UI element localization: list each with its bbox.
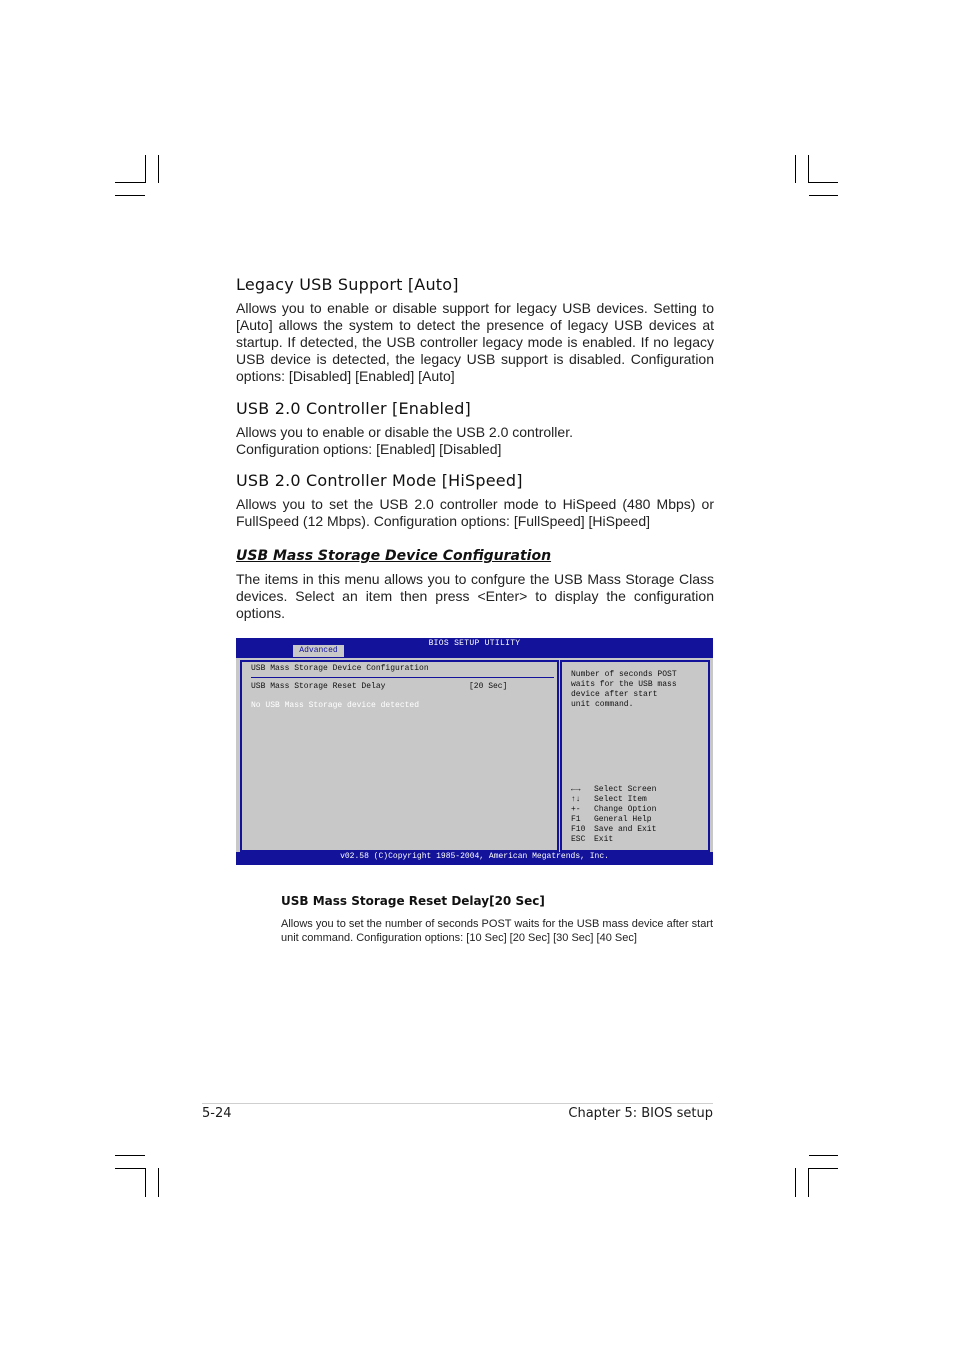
- bios-notice: No USB Mass Storage device detected: [251, 701, 420, 710]
- bios-help-text: [571, 670, 677, 710]
- bios-item-label: USB Mass Storage Reset Delay: [251, 682, 386, 691]
- bios-help-line: Number of seconds POST: [571, 670, 677, 679]
- bios-help-panel: [560, 660, 710, 852]
- bios-key-action: General Help: [594, 815, 652, 824]
- bios-screenshot: [236, 638, 713, 865]
- arrow-left-right-icon: ←→: [571, 785, 581, 794]
- heading-usb20-controller-mode: USB 2.0 Controller Mode [HiSpeed]: [236, 471, 523, 490]
- page-number: 5-24: [202, 1106, 232, 1121]
- heading-usb-mass-storage-config: USB Mass Storage Device Configuration: [236, 548, 552, 564]
- bios-key-action: Select Item: [594, 795, 647, 804]
- bios-key: F10: [571, 825, 586, 834]
- bios-divider: [251, 677, 554, 678]
- bios-key-action: Change Option: [594, 805, 657, 814]
- heading-legacy-usb-support: Legacy USB Support [Auto]: [236, 275, 459, 294]
- bios-menu-title: USB Mass Storage Device Configuration: [251, 664, 429, 673]
- bios-help-line: unit command.: [571, 700, 634, 709]
- paragraph-legacy-usb-support: Allows you to enable or disable support for legacy USB devices. Setting to [Auto] allows the system to detect the presence of legacy USB devices at startup. If detected, the USB controller legacy mode is enabled. If no legacy USB device is detected, the legacy USB support is disabled. Configuration options: [Disabled] [Enabled] [Auto]: [236, 300, 714, 384]
- bios-help-line: device after start: [571, 690, 658, 699]
- bios-main-panel: [240, 660, 559, 852]
- paragraph-usb20-controller: [236, 424, 714, 458]
- paragraph-line: Allows you to enable or disable the USB 2.0 controller.: [236, 424, 573, 440]
- paragraph-usb20-controller-mode: Allows you to set the USB 2.0 controller mode to HiSpeed (480 Mbps) or FullSpeed (12 Mbps). Configuration options: [FullSpeed] [HiSpeed]: [236, 496, 714, 529]
- footer-divider: [202, 1103, 713, 1104]
- bios-item-value: [20 Sec]: [469, 682, 508, 691]
- bios-key: F1: [571, 815, 581, 824]
- bios-key-action: Exit: [594, 835, 614, 844]
- bios-key-action: Save and Exit: [594, 825, 657, 834]
- paragraph-reset-delay: Allows you to set the number of seconds POST waits for the USB mass device after start unit command. Configuration options: [10 Sec] [20 Sec] [30 Sec] [40 Sec]: [281, 918, 714, 944]
- bios-copyright: v02.58 (C)Copyright 1985-2004, American Megatrends, Inc.: [340, 852, 609, 861]
- chapter-title: Chapter 5: BIOS setup: [568, 1106, 713, 1121]
- bios-title: BIOS SETUP UTILITY: [428, 639, 521, 648]
- bios-key-action: Select Screen: [594, 785, 657, 794]
- bios-status-bar: [236, 852, 713, 865]
- bios-title-bar: [236, 638, 713, 658]
- heading-usb20-controller: USB 2.0 Controller [Enabled]: [236, 399, 471, 418]
- arrow-up-down-icon: ↑↓: [571, 795, 581, 804]
- bios-key: +-: [571, 805, 581, 814]
- bios-help-line: waits for the USB mass: [571, 680, 677, 689]
- bios-key: ESC: [571, 835, 586, 844]
- paragraph-usb-mass-storage-config: The items in this menu allows you to confgure the USB Mass Storage Class devices. Select an item then press <Enter> to display the configuration options.: [236, 571, 714, 621]
- paragraph-line: Configuration options: [Enabled] [Disabled]: [236, 441, 502, 457]
- bios-tab-advanced[interactable]: Advanced: [293, 645, 344, 657]
- heading-reset-delay: USB Mass Storage Reset Delay[20 Sec]: [281, 894, 545, 908]
